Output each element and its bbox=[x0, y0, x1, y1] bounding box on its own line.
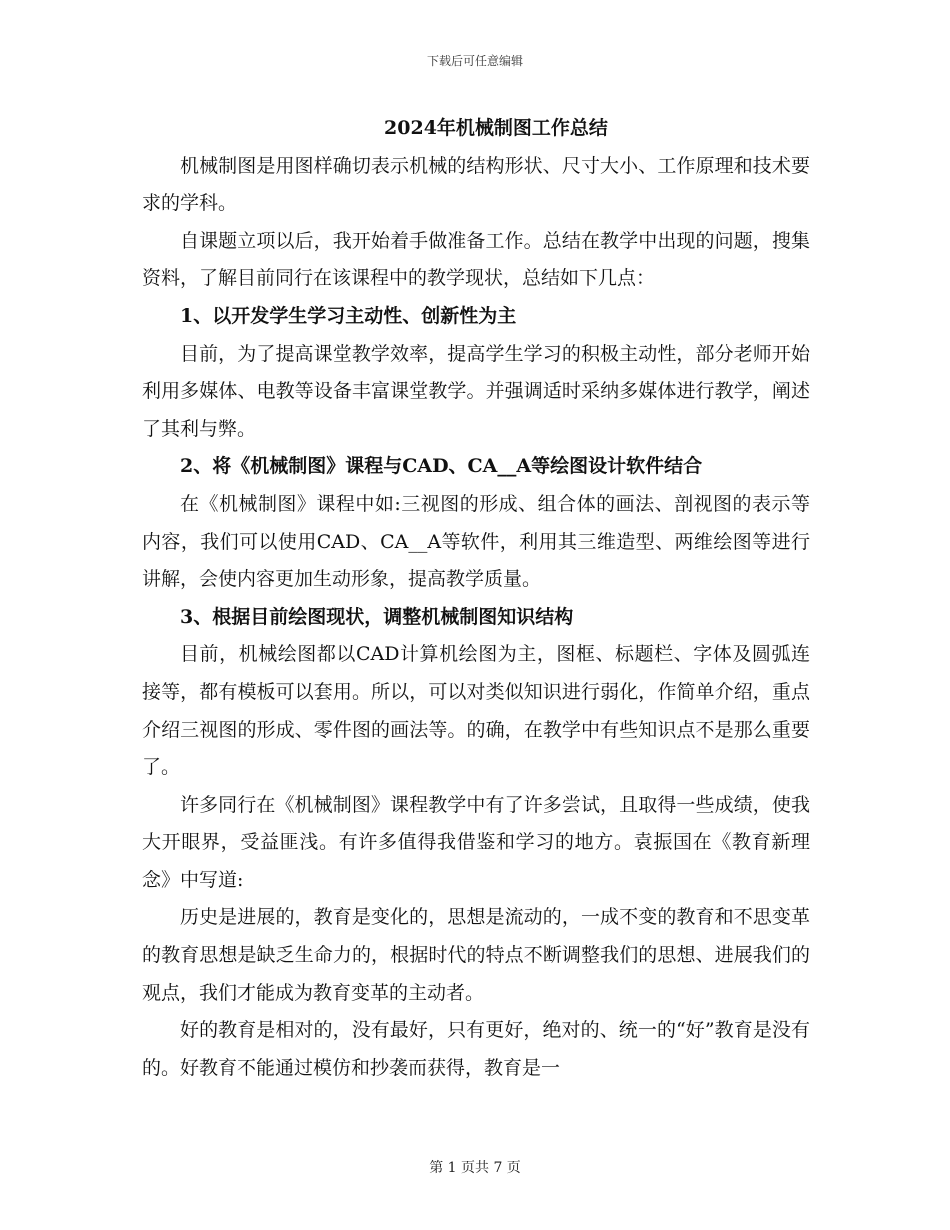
document-body bbox=[142, 110, 810, 1087]
paragraph-section-3: 目前，机械绘图都以CAD计算机绘图为主，图框、标题栏、字体及圆弧连接等，都有模板可以套用。所以，可以对类似知识进行弱化，作简单介绍，重点介绍三视图的形成、零件图的画法等。的确，在教学中有些知识点不是那么重要了。 bbox=[142, 643, 810, 779]
paragraph-good-education: 好的教育是相对的，没有最好，只有更好，绝对的、统一的“好”教育是没有的。好教育不能通过模仿和抄袭而获得，教育是一 bbox=[142, 1019, 810, 1079]
paragraph-peers: 许多同行在《机械制图》课程教学中有了许多尝试，且取得一些成绩，使我大开眼界，受益匪浅。有许多值得我借鉴和学习的地方。袁振国在《教育新理念》中写道: bbox=[142, 793, 810, 891]
page-header: 下载后可任意编辑 bbox=[426, 54, 523, 68]
section-heading-1: 1、以开发学生学习主动性、创新性为主 bbox=[180, 304, 517, 327]
paragraph-quote: 历史是进展的，教育是变化的，思想是流动的，一成不变的教育和不思变革的教育思想是缺乏生命力的，根据时代的特点不断调整我们的思想、进展我们的观点，我们才能成为教育变革的主动者。 bbox=[142, 906, 810, 1004]
paragraph-section-1: 目前，为了提高课堂教学效率，提高学生学习的积极主动性，部分老师开始利用多媒体、电教等设备丰富课堂教学。并强调适时采纳多媒体进行教学，阐述了其利与弊。 bbox=[142, 342, 810, 440]
document-title: 2024年机械制图工作总结 bbox=[384, 117, 608, 139]
paragraph-section-2: 在《机械制图》课程中如:三视图的形成、组合体的画法、剖视图的表示等内容，我们可以使用CAD、CA__A等软件，利用其三维造型、两维绘图等进行讲解，会使内容更加生动形象，提高教学质量。 bbox=[142, 492, 810, 591]
paragraph-preparation: 自课题立项以后，我开始着手做准备工作。总结在教学中出现的问题，搜集资料，了解目前同行在该课程中的教学现状，总结如下几点： bbox=[142, 229, 810, 290]
page-footer: 第 1 页共 7 页 bbox=[429, 1160, 521, 1176]
section-heading-3: 3、根据目前绘图现状，调整机械制图知识结构 bbox=[180, 605, 574, 628]
paragraph-intro: 机械制图是用图样确切表示机械的结构形状、尺寸大小、工作原理和技术要求的学科。 bbox=[142, 154, 810, 215]
section-heading-2: 2、将《机械制图》课程与CAD、CA__A等绘图设计软件结合 bbox=[180, 455, 703, 478]
